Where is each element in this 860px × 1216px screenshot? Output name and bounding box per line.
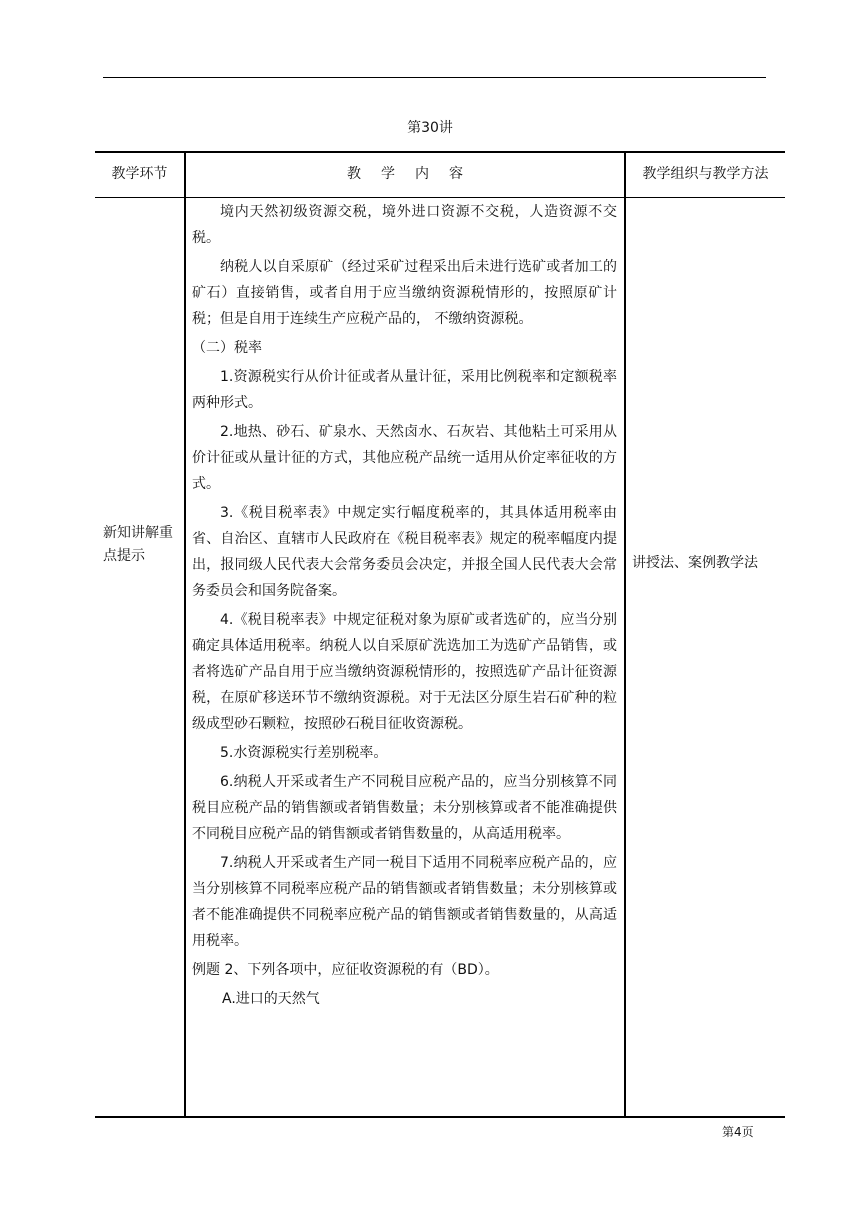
example-question: 例题 2、下列各项中，应征收资源税的有（BD）。 — [192, 962, 499, 978]
table-column-divider-left — [184, 151, 186, 1117]
header-rule — [103, 77, 766, 78]
header-method: 教学组织与教学方法 — [642, 166, 769, 182]
header-content: 教学内容 — [347, 166, 483, 182]
example-option-a: A.进口的天然气 — [222, 991, 320, 1007]
paragraph-rule-7: 7.纳税人开采或者生产同一税目下适用不同税率应税产品的，应当分别核算不同税率应税产品的销售额或者销售数量；未分别核算或者不能准确提供不同税率应税产品的销售额或者销售数量的，从高适用税率。 — [192, 855, 617, 949]
lecture-title: 第30讲 — [407, 120, 453, 136]
method-cell: 讲授法、案例教学法 — [632, 555, 758, 571]
paragraph-rule-3: 3.《税目税率表》中规定实行幅度税率的，其具体适用税率由省、自治区、直辖市人民政府在《税目税率表》规定的税率幅度内提出，报同级人民代表大会常务委员会决定，并报全国人民代表大会常务委员会和国务院备案。 — [192, 505, 617, 599]
paragraph-raw-ore: 纳税人以自采原矿（经过采矿过程采出后未进行选矿或者加工的矿石）直接销售，或者自用于应当缴纳资源税情形的，按照原矿计税；但是自用于连续生产应税产品的， 不缴纳资源税。 — [192, 259, 617, 327]
table-bottom-border — [95, 1116, 785, 1118]
table-column-divider-right — [624, 151, 626, 1117]
paragraph-rule-5: 5.水资源税实行差别税率。 — [220, 745, 388, 761]
section-name-cell: 新知讲解重点提示 — [103, 525, 173, 564]
header-section: 教学环节 — [111, 166, 168, 182]
subheading-tax-rate: （二）税率 — [192, 340, 262, 356]
table-top-border — [95, 151, 785, 153]
paragraph-rule-6: 6.纳税人开采或者生产不同税目应税产品的，应当分别核算不同税目应税产品的销售额或者销售数量；未分别核算或者不能准确提供不同税目应税产品的销售额或者销售数量的，从高适用税率。 — [192, 774, 617, 842]
paragraph-scope: 境内天然初级资源交税，境外进口资源不交税，人造资源不交税。 — [192, 204, 617, 246]
table-header-divider — [95, 197, 785, 198]
page-number: 第4页 — [722, 1125, 754, 1139]
paragraph-rule-4: 4.《税目税率表》中规定征税对象为原矿或者选矿的，应当分别确定具体适用税率。纳税人以自采原矿洗选加工为选矿产品销售，或者将选矿产品自用于应当缴纳资源税情形的，按照选矿产品计征资源税，在原矿移送环节不缴纳资源税。对于无法区分原生岩石矿种的粒级成型砂石颗粒，按照砂石税目征收资源税。 — [192, 612, 617, 732]
content-cell — [192, 199, 617, 1015]
paragraph-rule-2: 2.地热、砂石、矿泉水、天然卤水、石灰岩、其他粘土可采用从价计征或从量计征的方式，其他应税产品统一适用从价定率征收的方式。 — [192, 424, 617, 492]
paragraph-rule-1: 1.资源税实行从价计征或者从量计征，采用比例税率和定额税率两种形式。 — [192, 369, 617, 411]
